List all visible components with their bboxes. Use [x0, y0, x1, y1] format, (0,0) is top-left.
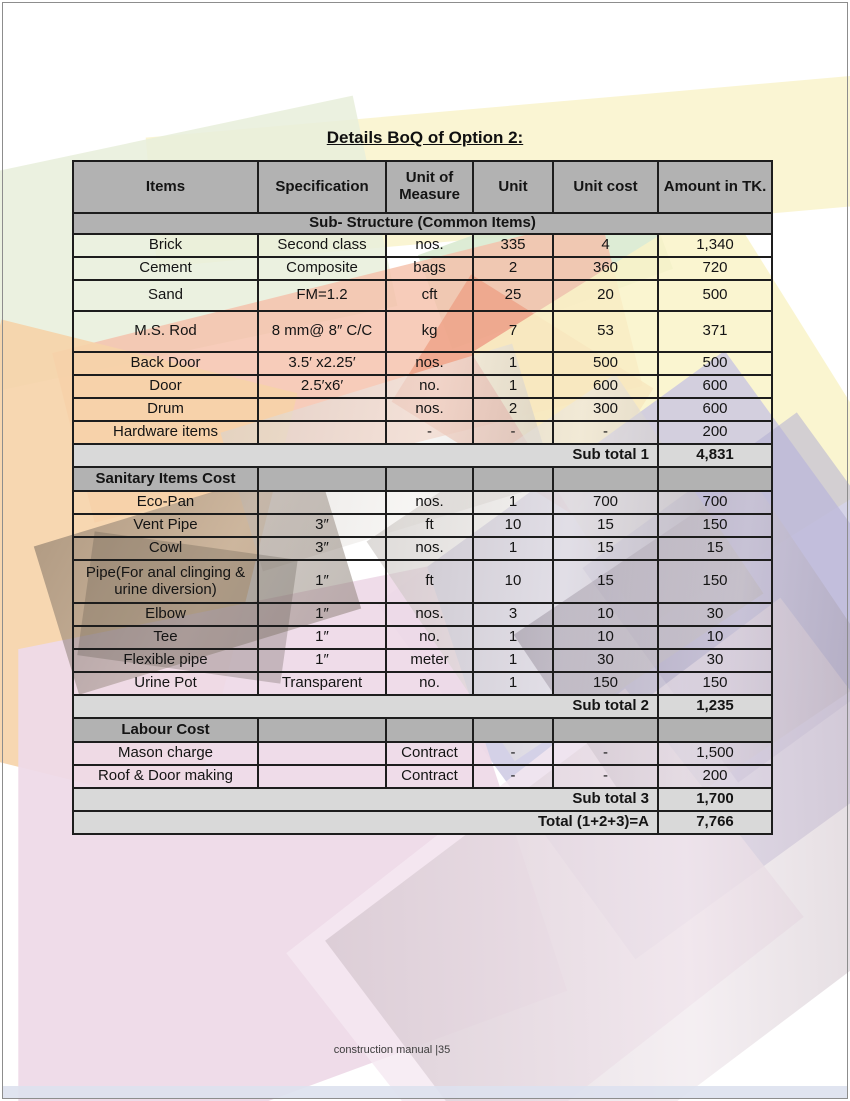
cell: 150 [658, 672, 772, 695]
section-header-cell [258, 718, 386, 742]
cell: Back Door [73, 352, 258, 375]
cell: 1 [473, 626, 553, 649]
cell: Cement [73, 257, 258, 280]
cell: 3″ [258, 537, 386, 560]
cell: Tee [73, 626, 258, 649]
cell: 371 [658, 311, 772, 352]
table-row [73, 257, 772, 280]
subtotal-label: Sub total 3 [73, 788, 658, 811]
table-row [73, 280, 772, 311]
cell: 360 [553, 257, 658, 280]
cell: - [553, 765, 658, 788]
cell: nos. [386, 398, 473, 421]
cell [258, 421, 386, 444]
section-header-cell [258, 467, 386, 491]
cell: 10 [473, 560, 553, 603]
section-header-cell [473, 718, 553, 742]
cell: bags [386, 257, 473, 280]
section-header-cell [658, 718, 772, 742]
column-header-amount: Amount in TK. [658, 161, 772, 213]
cell: 10 [473, 514, 553, 537]
table-row [73, 352, 772, 375]
subtotal-label: Sub total 1 [73, 444, 658, 467]
cell: 1″ [258, 603, 386, 626]
cell [258, 491, 386, 514]
cell: nos. [386, 491, 473, 514]
cell: 2 [473, 398, 553, 421]
cell: FM=1.2 [258, 280, 386, 311]
cell: 600 [658, 398, 772, 421]
bg-bottom-strip [3, 1086, 847, 1098]
cell: 3 [473, 603, 553, 626]
cell: Door [73, 375, 258, 398]
cell: 500 [658, 352, 772, 375]
cell: no. [386, 375, 473, 398]
section-header-cell [658, 467, 772, 491]
cell: 30 [658, 603, 772, 626]
table-row [73, 626, 772, 649]
section-header-cell [386, 467, 473, 491]
column-header-specification: Specification [258, 161, 386, 213]
cell: 30 [553, 649, 658, 672]
cell: 150 [658, 514, 772, 537]
section-header-cell [553, 467, 658, 491]
cell: Contract [386, 742, 473, 765]
cell: - [473, 765, 553, 788]
section-title: Labour Cost [73, 718, 258, 742]
cell: Second class [258, 234, 386, 257]
cell: 500 [658, 280, 772, 311]
cell [258, 765, 386, 788]
cell: nos. [386, 537, 473, 560]
table-row [73, 514, 772, 537]
cell: 1″ [258, 649, 386, 672]
page-title: Details BoQ of Option 2: [326, 128, 524, 147]
cell: 10 [553, 603, 658, 626]
cell: 700 [658, 491, 772, 514]
section-title: Sub- Structure (Common Items) [73, 213, 772, 234]
table-row [73, 375, 772, 398]
subtotal-value: 1,700 [658, 788, 772, 811]
subtotal-value: 4,831 [658, 444, 772, 467]
cell: nos. [386, 352, 473, 375]
table-row [73, 491, 772, 514]
cell: - [386, 421, 473, 444]
cell: 10 [658, 626, 772, 649]
cell: 10 [553, 626, 658, 649]
cell: 15 [658, 537, 772, 560]
cell: 15 [553, 560, 658, 603]
cell: 15 [553, 537, 658, 560]
column-header-unit-of-measure: Unit of Measure [386, 161, 473, 213]
cell: Contract [386, 765, 473, 788]
cell: 1,340 [658, 234, 772, 257]
section-header-cell [553, 718, 658, 742]
cell: 1 [473, 649, 553, 672]
cell: 1 [473, 491, 553, 514]
cell: - [473, 742, 553, 765]
cell: Elbow [73, 603, 258, 626]
boq-table [72, 160, 773, 835]
cell: 1″ [258, 626, 386, 649]
cell: Composite [258, 257, 386, 280]
cell [258, 742, 386, 765]
table-row [73, 421, 772, 444]
cell: 3″ [258, 514, 386, 537]
cell: 8 mm@ 8″ C/C [258, 311, 386, 352]
table-row [73, 742, 772, 765]
cell: - [473, 421, 553, 444]
cell: Brick [73, 234, 258, 257]
cell: Hardware items [73, 421, 258, 444]
cell: 600 [553, 375, 658, 398]
cell: 1 [473, 375, 553, 398]
cell: Transparent [258, 672, 386, 695]
column-header-items: Items [73, 161, 258, 213]
table-row [73, 765, 772, 788]
cell: 2 [473, 257, 553, 280]
section-title: Sanitary Items Cost [73, 467, 258, 491]
table-row [73, 234, 772, 257]
cell: meter [386, 649, 473, 672]
cell: 720 [658, 257, 772, 280]
section-header-cell [386, 718, 473, 742]
cell: nos. [386, 234, 473, 257]
cell: 200 [658, 421, 772, 444]
cell: Sand [73, 280, 258, 311]
cell: 1 [473, 537, 553, 560]
section-header-row [73, 718, 772, 742]
cell: 500 [553, 352, 658, 375]
total-label: Total (1+2+3)=A [73, 811, 658, 834]
cell: kg [386, 311, 473, 352]
table-body [73, 213, 772, 834]
cell: Pipe(For anal clinging & urine diversion) [73, 560, 258, 603]
cell: - [553, 421, 658, 444]
table-row [73, 672, 772, 695]
table-row [73, 311, 772, 352]
cell: 30 [658, 649, 772, 672]
subtotal-value: 1,235 [658, 695, 772, 718]
cell: 150 [553, 672, 658, 695]
subtotal-row [73, 695, 772, 718]
cell: ft [386, 514, 473, 537]
cell: 2.5′x6′ [258, 375, 386, 398]
section-header-row [73, 213, 772, 234]
cell: Urine Pot [73, 672, 258, 695]
table-row [73, 560, 772, 603]
total-row [73, 811, 772, 834]
cell: Eco-Pan [73, 491, 258, 514]
subtotal-label: Sub total 2 [73, 695, 658, 718]
cell: 1 [473, 672, 553, 695]
cell: nos. [386, 603, 473, 626]
cell: 335 [473, 234, 553, 257]
table-row [73, 398, 772, 421]
cell: 1 [473, 352, 553, 375]
cell: 200 [658, 765, 772, 788]
table-row [73, 537, 772, 560]
total-value: 7,766 [658, 811, 772, 834]
cell: 7 [473, 311, 553, 352]
cell: Flexible pipe [73, 649, 258, 672]
cell: 15 [553, 514, 658, 537]
cell: 600 [658, 375, 772, 398]
cell: 53 [553, 311, 658, 352]
cell: no. [386, 626, 473, 649]
section-header-row [73, 467, 772, 491]
cell: ft [386, 560, 473, 603]
cell: 20 [553, 280, 658, 311]
cell: 3.5′ x2.25′ [258, 352, 386, 375]
table-row [73, 649, 772, 672]
cell: Roof & Door making [73, 765, 258, 788]
cell: - [553, 742, 658, 765]
table-row [73, 603, 772, 626]
cell: no. [386, 672, 473, 695]
subtotal-row [73, 788, 772, 811]
table-header-row [73, 161, 772, 213]
cell: 700 [553, 491, 658, 514]
cell: cft [386, 280, 473, 311]
column-header-unit: Unit [473, 161, 553, 213]
cell: Cowl [73, 537, 258, 560]
cell: M.S. Rod [73, 311, 258, 352]
column-header-unit-cost: Unit cost [553, 161, 658, 213]
cell: Drum [73, 398, 258, 421]
cell: Mason charge [73, 742, 258, 765]
cell: Vent Pipe [73, 514, 258, 537]
page-footer: construction manual |35 [333, 1044, 451, 1056]
cell: 4 [553, 234, 658, 257]
cell: 150 [658, 560, 772, 603]
subtotal-row [73, 444, 772, 467]
cell: 1″ [258, 560, 386, 603]
cell: 25 [473, 280, 553, 311]
cell: 300 [553, 398, 658, 421]
section-header-cell [473, 467, 553, 491]
cell [258, 398, 386, 421]
cell: 1,500 [658, 742, 772, 765]
